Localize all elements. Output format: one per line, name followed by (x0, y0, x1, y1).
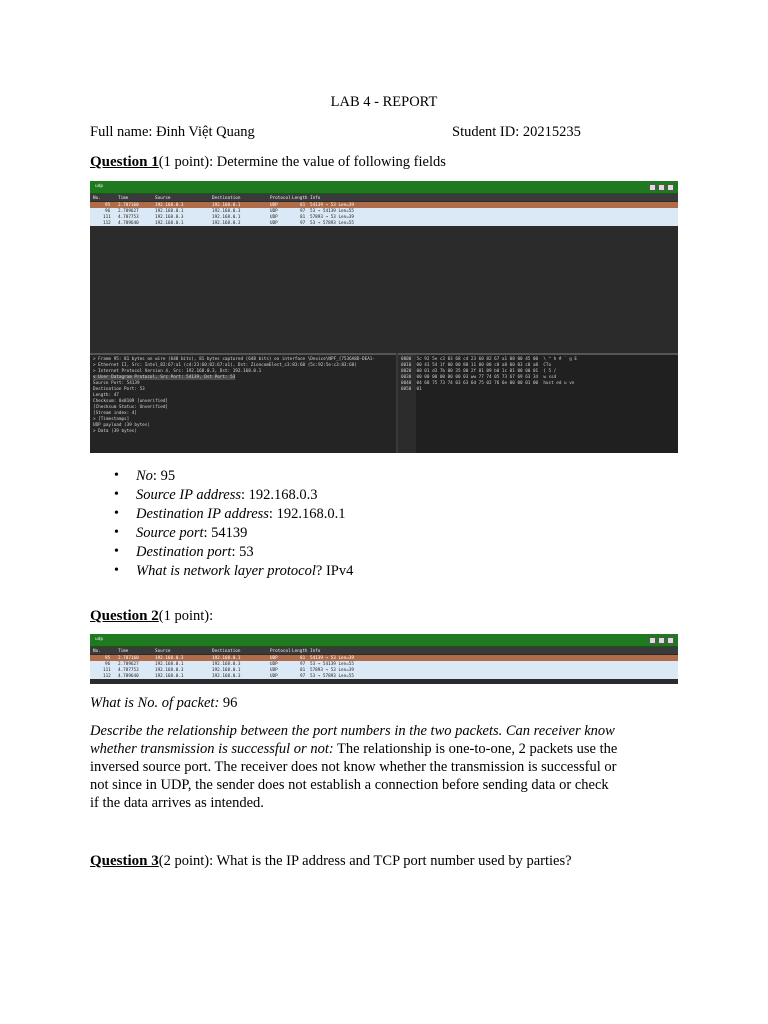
packet-row (90, 667, 678, 673)
packet-row (90, 220, 678, 226)
report-title: LAB 4 - REPORT (330, 94, 438, 110)
cell: UDP (270, 667, 278, 673)
cell: 2.789627 (118, 208, 139, 214)
bytes-hex: 00 01 d3 7b 00 35 00 2f 81 09 b0 1c 01 00 00 01 (416, 369, 539, 374)
filter-text: udp (95, 637, 104, 642)
bytes-ascii: \ ^ h # ` g E (543, 357, 577, 362)
column-header: Info (310, 648, 321, 654)
question-1-text: (1 point): Determine the value of following fields (158, 154, 446, 170)
filter-button (667, 637, 674, 644)
cell: 192.168.0.1 (212, 655, 241, 661)
cell: 2.787160 (118, 202, 139, 208)
cell: 192.168.0.3 (155, 655, 184, 661)
detail-line: [Stream index: 4] (93, 411, 137, 416)
question-1-label: Question 1 (90, 154, 159, 170)
cell: 81 (300, 667, 306, 673)
bytes-hex: 04 68 75 73 74 03 63 6d 75 02 76 6e 00 00 01 00 (416, 381, 539, 386)
packet-row (90, 673, 678, 679)
student-id-label: Student ID: (452, 124, 520, 140)
bytes-offset: 0020 (401, 369, 412, 374)
cell: 81 (300, 214, 306, 220)
answer-value: : 192.168.0.3 (240, 487, 318, 503)
question-2-text: (1 point): (158, 608, 214, 624)
column-header: Length (292, 195, 308, 201)
cell: 54139 → 53 Len=39 (310, 655, 354, 661)
cell: 53 → 54139 Len=55 (310, 661, 354, 667)
detail-line: > Internet Protocol Version 4, Src: 192.168.0.3, Dst: 192.168.0.1 (93, 369, 262, 374)
bytes-hex: 5c 92 5e c3 83 68 c4 23 60 82 67 a1 08 00 45 00 (416, 357, 539, 362)
full-name-label: Full name: (90, 124, 153, 140)
packet-list-header (90, 647, 678, 654)
cell: UDP (270, 661, 278, 667)
bytes-hex: 00 00 00 00 00 00 03 ww 77 74 05 73 67 69 63 34 (416, 375, 539, 380)
bytes-ascii: w ss4 (543, 375, 557, 380)
student-id-line (452, 123, 581, 141)
cell: 53 → 57893 Len=55 (310, 673, 354, 679)
cell: 96 (105, 661, 111, 667)
column-header: Source (155, 195, 171, 201)
bytes-ascii: hust ed u vn (543, 381, 575, 386)
cell: UDP (270, 202, 278, 208)
answer-item (136, 505, 353, 524)
detail-line: UDP payload (39 bytes) (93, 423, 150, 428)
bytes-hex: 00 43 54 1f 00 00 80 11 00 00 c0 a8 00 03 c0 a8 (416, 363, 539, 368)
detail-line: Destination Port: 53 (93, 387, 145, 392)
packet-list-header (90, 194, 678, 201)
relationship-question: Describe the relationship between the port numbers in the two packets. Can receiver know whether transmission is successful or not: (90, 723, 615, 757)
cell: 192.168.0.3 (155, 214, 184, 220)
cell: 192.168.0.3 (212, 673, 241, 679)
cell: 4.789640 (118, 673, 139, 679)
cell: 192.168.0.1 (212, 214, 241, 220)
cell: 4.789640 (118, 220, 139, 226)
packet-number-answer (90, 694, 237, 712)
cell: 95 (105, 655, 111, 661)
column-header: Time (118, 195, 129, 201)
packet-details-pane (90, 353, 396, 453)
cell: 54139 → 53 Len=39 (310, 202, 354, 208)
bytes-line (401, 369, 556, 374)
display-filter-bar (90, 181, 678, 194)
answer-label: What is network layer protocol (136, 563, 316, 579)
detail-line: Length: 47 (93, 393, 119, 398)
bytes-ascii: CTo (543, 363, 552, 368)
column-header: Source (155, 648, 171, 654)
cell: 4.787753 (118, 667, 139, 673)
cell: 97 (300, 220, 306, 226)
answer-value: : 53 (231, 544, 254, 560)
answer-item (136, 467, 353, 486)
cell: 192.168.0.1 (155, 220, 184, 226)
answer-value: ? IPv4 (315, 563, 354, 579)
relationship-value: The relationship is one-to-one, 2 packets use the inversed source port. The receiver does not know whether the transmission is successful or not since in UDP, the sender does not establish a connection before sending data or check if the data arrives as intended. (90, 741, 618, 811)
question-3-label: Question 3 (90, 853, 159, 869)
column-header: Destination (212, 195, 241, 201)
cell: 192.168.0.1 (155, 673, 184, 679)
answer-label: Destination IP address (136, 506, 269, 522)
filter-button (658, 184, 665, 191)
column-header: Length (292, 648, 308, 654)
column-header: Protocol (270, 648, 291, 654)
bytes-offset: 0010 (401, 363, 412, 368)
cell: 57893 → 53 Len=39 (310, 214, 354, 220)
cell: UDP (270, 673, 278, 679)
bytes-line (401, 387, 422, 392)
student-id-value: 20215235 (522, 124, 581, 140)
cell: 192.168.0.3 (212, 220, 241, 226)
detail-line: v User Datagram Protocol, Src Port: 54139, Dst Port: 53 (93, 375, 236, 380)
detail-line: Source Port: 54139 (93, 381, 140, 386)
cell: 111 (103, 667, 111, 673)
answer-value: : 192.168.0.1 (268, 506, 346, 522)
bytes-offset: 0050 (401, 387, 412, 392)
cell: UDP (270, 214, 278, 220)
cell: UDP (270, 220, 278, 226)
cell: 112 (103, 673, 111, 679)
packet-row (90, 661, 678, 667)
cell: 192.168.0.3 (155, 202, 184, 208)
cell: 57893 → 53 Len=39 (310, 667, 354, 673)
cell: 97 (300, 661, 306, 667)
cell: UDP (270, 655, 278, 661)
relationship-answer (90, 722, 620, 812)
answer-label: Source port (136, 525, 204, 541)
filter-button (658, 637, 665, 644)
packet-row (90, 208, 678, 214)
detail-line: > Ethernet II, Src: Intel_82:67:a1 (c4:23:60:82:67:a1), Dst: ZioncomElect_c3:83:68 (5c:92:5e:c3:83:68) (93, 363, 357, 368)
detail-line: Checksum: 0x8109 [unverified] (93, 399, 169, 404)
cell: 2.787160 (118, 655, 139, 661)
detail-line: > Data (39 bytes) (93, 429, 137, 434)
cell: 192.168.0.3 (212, 208, 241, 214)
cell: 192.168.0.3 (212, 661, 241, 667)
bytes-line (401, 357, 577, 362)
answer-value: : 54139 (203, 525, 248, 541)
wireshark-screenshot-2 (90, 634, 678, 684)
packet-row (90, 655, 678, 661)
bytes-line (401, 375, 556, 380)
cell: 81 (300, 655, 306, 661)
bytes-hex: 01 (416, 387, 422, 392)
packet-number-question: What is No. of packet: (90, 695, 220, 711)
cell: 53 → 57893 Len=55 (310, 220, 354, 226)
detail-line: > [Timestamps] (93, 417, 130, 422)
display-filter-bar (90, 634, 678, 647)
full-name-value: Đinh Việt Quang (156, 124, 255, 140)
bytes-line (401, 363, 551, 368)
cell: 53 → 54139 Len=55 (310, 208, 354, 214)
full-name-line (90, 123, 255, 141)
question-3-text: (2 point): What is the IP address and TCP port number used by parties? (158, 853, 572, 869)
column-header: Destination (212, 648, 241, 654)
cell: 95 (105, 202, 111, 208)
bytes-ascii: { 5 / (543, 369, 557, 374)
answer-value: : 95 (152, 468, 176, 484)
packet-number-value: 96 (219, 695, 238, 711)
column-header: Info (310, 195, 321, 201)
cell: 192.168.0.1 (155, 208, 184, 214)
packet-bytes-pane (398, 353, 678, 453)
answer-item (136, 524, 353, 543)
question-1-heading (90, 153, 446, 171)
packet-row (90, 202, 678, 208)
detail-line: > Frame 95: 81 bytes on wire (648 bits), 81 bytes captured (648 bits) on interface \Device\NPF_{7536A8D-DEA1- (93, 357, 375, 362)
answer-label: Destination port (136, 544, 232, 560)
detail-line: [Checksum Status: Unverified] (93, 405, 169, 410)
question-2-heading (90, 607, 213, 625)
filter-button (649, 637, 656, 644)
column-header: No. (93, 195, 101, 201)
cell: 192.168.0.3 (155, 667, 184, 673)
bytes-line (401, 381, 574, 386)
column-header: Time (118, 648, 129, 654)
filter-button (649, 184, 656, 191)
cell: 2.789627 (118, 661, 139, 667)
answer-label: No (136, 468, 153, 484)
packet-row (90, 214, 678, 220)
bytes-offset: 0040 (401, 381, 412, 386)
question-1-answers (136, 467, 353, 581)
cell: UDP (270, 208, 278, 214)
column-header: No. (93, 648, 101, 654)
answer-label: Source IP address (136, 487, 241, 503)
cell: 4.787753 (118, 214, 139, 220)
question-2-label: Question 2 (90, 608, 159, 624)
answer-item (136, 543, 353, 562)
answer-item (136, 486, 353, 505)
filter-button (667, 184, 674, 191)
cell: 112 (103, 220, 111, 226)
answer-item (136, 562, 353, 581)
cell: 97 (300, 673, 306, 679)
column-header: Protocol (270, 195, 291, 201)
filter-text: udp (95, 184, 104, 189)
cell: 96 (105, 208, 111, 214)
wireshark-screenshot-1 (90, 181, 678, 453)
question-3-heading (90, 852, 572, 870)
cell: 111 (103, 214, 111, 220)
cell: 192.168.0.1 (212, 202, 241, 208)
bytes-offset: 0000 (401, 357, 412, 362)
cell: 81 (300, 202, 306, 208)
cell: 192.168.0.1 (212, 667, 241, 673)
cell: 97 (300, 208, 306, 214)
cell: 192.168.0.1 (155, 661, 184, 667)
bytes-offset: 0030 (401, 375, 412, 380)
